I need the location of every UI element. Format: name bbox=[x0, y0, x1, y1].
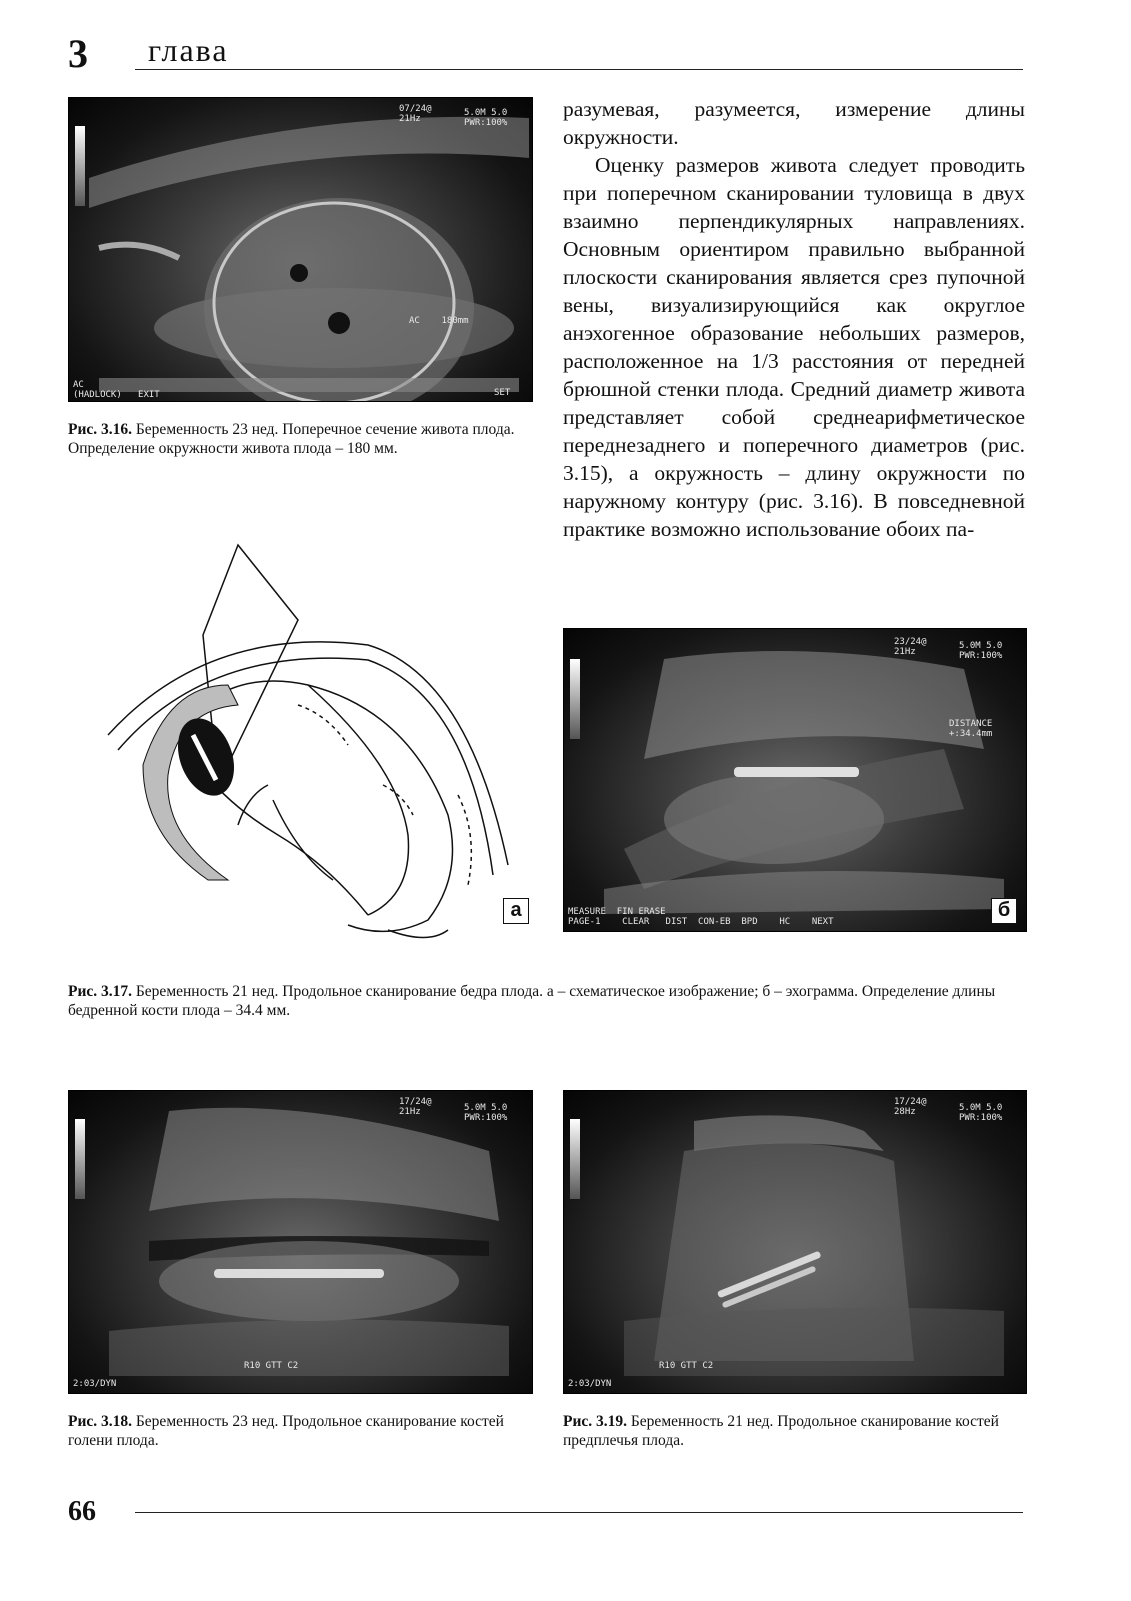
caption-label: Рис. 3.17. bbox=[68, 983, 133, 1000]
paragraph-1: разумевая, разумеется, измерение длины окружности. bbox=[563, 97, 1025, 149]
caption-text: Беременность 21 нед. Продольное сканирование бедра плода. а – схематическое изображение; б – эхограмма. Определение длины бедренной кости плода – 34.4 мм. bbox=[68, 983, 996, 1019]
scan-frame-info: 17/24@ 21Hz bbox=[399, 1097, 432, 1117]
scan-frame-info: 17/24@ 28Hz bbox=[894, 1097, 927, 1117]
scan-set-label: SET bbox=[494, 388, 511, 398]
scan-preset: R10 GTT C2 bbox=[244, 1361, 299, 1371]
caption-figure-3-16 bbox=[68, 420, 531, 458]
scan-mode: 2:03/DYN bbox=[568, 1379, 612, 1389]
paragraph-2: Оценку размеров живота следует проводить при поперечном сканировании туловища в двух взаимно перпендикулярных направлениях. Основным ориентиром правильно выбранной плоскости сканирования является срез пупочной вены, визуализирующийся как округлое анэхогенное образование небольших размеров, расположенное на 1/3 расстояния от передней брюшной стенки плода. Средний диаметр живота представляет собой среднеарифметическое переднезаднего и поперечного диаметров (рис. 3.15), а окружность – длину окружности по наружному контуру (рис. 3.16). В повседневной практике возможно использование обоих па- bbox=[563, 153, 1025, 541]
figure-3-18-scan-graphic bbox=[69, 1091, 532, 1393]
scan-frame-info: 23/24@ 21Hz bbox=[894, 637, 927, 657]
caption-figure-3-19 bbox=[563, 1412, 1025, 1450]
chapter-number: 3 bbox=[68, 31, 88, 76]
chapter-title: глава bbox=[148, 32, 229, 68]
scan-menu: AC (HADLOCK) EXIT bbox=[73, 380, 160, 400]
scan-power-info: 5.0M 5.0 PWR:100% bbox=[464, 1103, 508, 1123]
grayscale-bar bbox=[570, 1119, 580, 1199]
figure-3-16-ultrasound bbox=[68, 97, 533, 402]
scan-frame-info: 07/24@ 21Hz bbox=[399, 104, 432, 124]
scan-preset: R10 GTT C2 bbox=[659, 1361, 714, 1371]
scan-power-info: 5.0M 5.0 PWR:100% bbox=[959, 1103, 1003, 1123]
caption-text: Беременность 23 нед. Продольное сканирование костей голени плода. bbox=[68, 1413, 504, 1449]
figure-3-19-ultrasound bbox=[563, 1090, 1027, 1394]
figure-3-17a-schematic bbox=[68, 535, 533, 947]
grayscale-bar bbox=[75, 1119, 85, 1199]
figure-3-17b-scan-graphic bbox=[564, 629, 1026, 931]
panel-label-a: а bbox=[503, 898, 529, 924]
caption-text: Беременность 21 нед. Продольное сканирование костей предплечья плода. bbox=[563, 1413, 999, 1449]
figure-3-18-ultrasound bbox=[68, 1090, 533, 1394]
caption-label: Рис. 3.18. bbox=[68, 1413, 133, 1430]
figure-3-17b-ultrasound bbox=[563, 628, 1027, 932]
page-number: 66 bbox=[68, 1496, 96, 1527]
header-rule bbox=[135, 69, 1023, 70]
scan-power-info: 5.0M 5.0 PWR:100% bbox=[464, 108, 508, 128]
scan-menu: MEASURE FIN ERASE PAGE-1 CLEAR DIST CON-EB BPD HC NEXT bbox=[568, 907, 834, 927]
footer-rule bbox=[135, 1512, 1023, 1513]
figure-3-19-scan-graphic bbox=[564, 1091, 1026, 1393]
scan-measurement: AC 180mm bbox=[409, 316, 469, 326]
figure-3-16-scan-graphic bbox=[69, 98, 532, 401]
scan-mode: 2:03/DYN bbox=[73, 1379, 117, 1389]
caption-figure-3-18 bbox=[68, 1412, 531, 1450]
caption-text: Беременность 23 нед. Поперечное сечение живота плода. Определение окружности живота плода – 180 мм. bbox=[68, 421, 515, 457]
body-text bbox=[563, 95, 1025, 543]
grayscale-bar bbox=[75, 126, 85, 206]
caption-figure-3-17 bbox=[68, 982, 1025, 1020]
panel-label-b: б bbox=[991, 898, 1017, 924]
scan-distance: DISTANCE +:34.4mm bbox=[949, 719, 993, 739]
grayscale-bar bbox=[570, 659, 580, 739]
caption-label: Рис. 3.19. bbox=[563, 1413, 628, 1430]
caption-label: Рис. 3.16. bbox=[68, 421, 133, 438]
scan-power-info: 5.0M 5.0 PWR:100% bbox=[959, 641, 1003, 661]
